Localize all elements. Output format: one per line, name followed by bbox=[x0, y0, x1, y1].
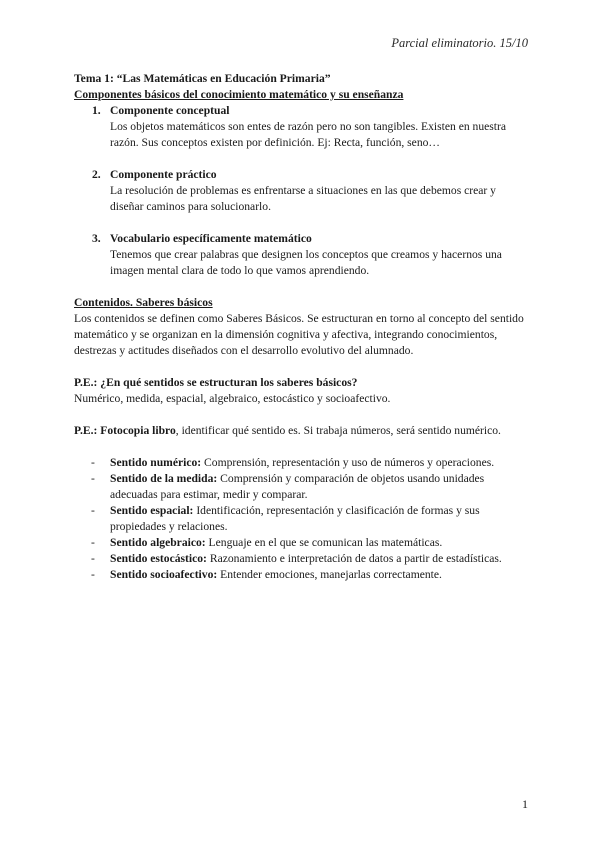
component-text: Tenemos que crear palabras que designen los conceptos que creamos y hacernos una imagen mental clara de todo lo que vamos aprendiendo. bbox=[110, 248, 502, 277]
sense-text: Lenguaje en el que se comunican las matemáticas. bbox=[205, 536, 443, 549]
sense-text: Identificación, representación y clasificación de formas y sus propiedades y relaciones. bbox=[110, 504, 480, 533]
topic-subtitle: Componentes básicos del conocimiento matemático y su enseñanza bbox=[74, 88, 404, 101]
component-heading: Vocabulario específicamente matemático bbox=[110, 232, 312, 245]
page-header: Parcial eliminatorio. 15/10 bbox=[391, 36, 528, 50]
component-text: La resolución de problemas es enfrentarse a situaciones en las que debemos crear y diseñar caminos para solucionarlo. bbox=[110, 184, 496, 213]
question-title: P.E.: ¿En qué sentidos se estructuran los saberes básicos? bbox=[74, 376, 358, 389]
sense-text: Comprensión y comparación de objetos usando unidades adecuadas para estimar, medir y comparar. bbox=[110, 472, 485, 501]
component-number: 3. bbox=[92, 232, 101, 245]
components-list bbox=[74, 103, 532, 279]
sense-text: Entender emociones, manejarlas correctamente. bbox=[217, 568, 442, 581]
list-item bbox=[74, 455, 532, 471]
sense-label: Sentido estocástico: bbox=[110, 552, 207, 565]
senses-list bbox=[74, 455, 532, 583]
component-heading: Componente conceptual bbox=[110, 104, 230, 117]
sense-label: Sentido algebraico: bbox=[110, 536, 206, 549]
sense-label: Sentido socioafectivo: bbox=[110, 568, 218, 581]
contents-text: Los contenidos se definen como Saberes Básicos. Se estructuran en torno al concepto del sentido matemático y se organizan en la dimensión cognitiva y afectiva, integrando conocimientos, destrezas y actitudes diseñados con el desarrollo evolutivo del alumnado. bbox=[74, 312, 524, 357]
sense-label: Sentido espacial: bbox=[110, 504, 194, 517]
component-number: 2. bbox=[92, 168, 101, 181]
contents-title: Contenidos. Saberes básicos bbox=[74, 296, 213, 309]
sense-label: Sentido de la medida: bbox=[110, 472, 218, 485]
dash-bullet: - bbox=[91, 568, 95, 581]
dash-bullet: - bbox=[91, 552, 95, 565]
sense-text: Razonamiento e interpretación de datos a partir de estadísticas. bbox=[206, 552, 502, 565]
page-number: 1 bbox=[522, 797, 528, 811]
dash-bullet: - bbox=[91, 456, 95, 469]
list-item bbox=[74, 471, 532, 503]
list-item bbox=[74, 551, 532, 567]
dash-bullet: - bbox=[91, 536, 95, 549]
question-photocopy-label: P.E.: Fotocopia libro bbox=[74, 424, 176, 437]
sense-text: Comprensión, representación y uso de números y operaciones. bbox=[201, 456, 495, 469]
question-answer: Numérico, medida, espacial, algebraico, estocástico y socioafectivo. bbox=[74, 392, 391, 405]
component-item bbox=[74, 231, 532, 279]
topic-title: Tema 1: “Las Matemáticas en Educación Primaria” bbox=[74, 72, 331, 85]
component-text: Los objetos matemáticos son entes de razón pero no son tangibles. Existen en nuestra razón. Sus conceptos existen por definición. Ej: Recta, función, seno… bbox=[110, 120, 507, 149]
list-item bbox=[74, 567, 532, 583]
list-item bbox=[74, 503, 532, 535]
document-body bbox=[74, 71, 532, 583]
sense-label: Sentido numérico: bbox=[110, 456, 202, 469]
question-photocopy bbox=[74, 423, 532, 439]
component-item bbox=[74, 167, 532, 215]
component-heading: Componente práctico bbox=[110, 168, 217, 181]
dash-bullet: - bbox=[91, 472, 95, 485]
component-item bbox=[74, 103, 532, 151]
question-photocopy-text: , identificar qué sentido es. Si trabaja números, será sentido numérico. bbox=[175, 424, 501, 437]
component-number: 1. bbox=[92, 104, 101, 117]
list-item bbox=[74, 535, 532, 551]
dash-bullet: - bbox=[91, 504, 95, 517]
